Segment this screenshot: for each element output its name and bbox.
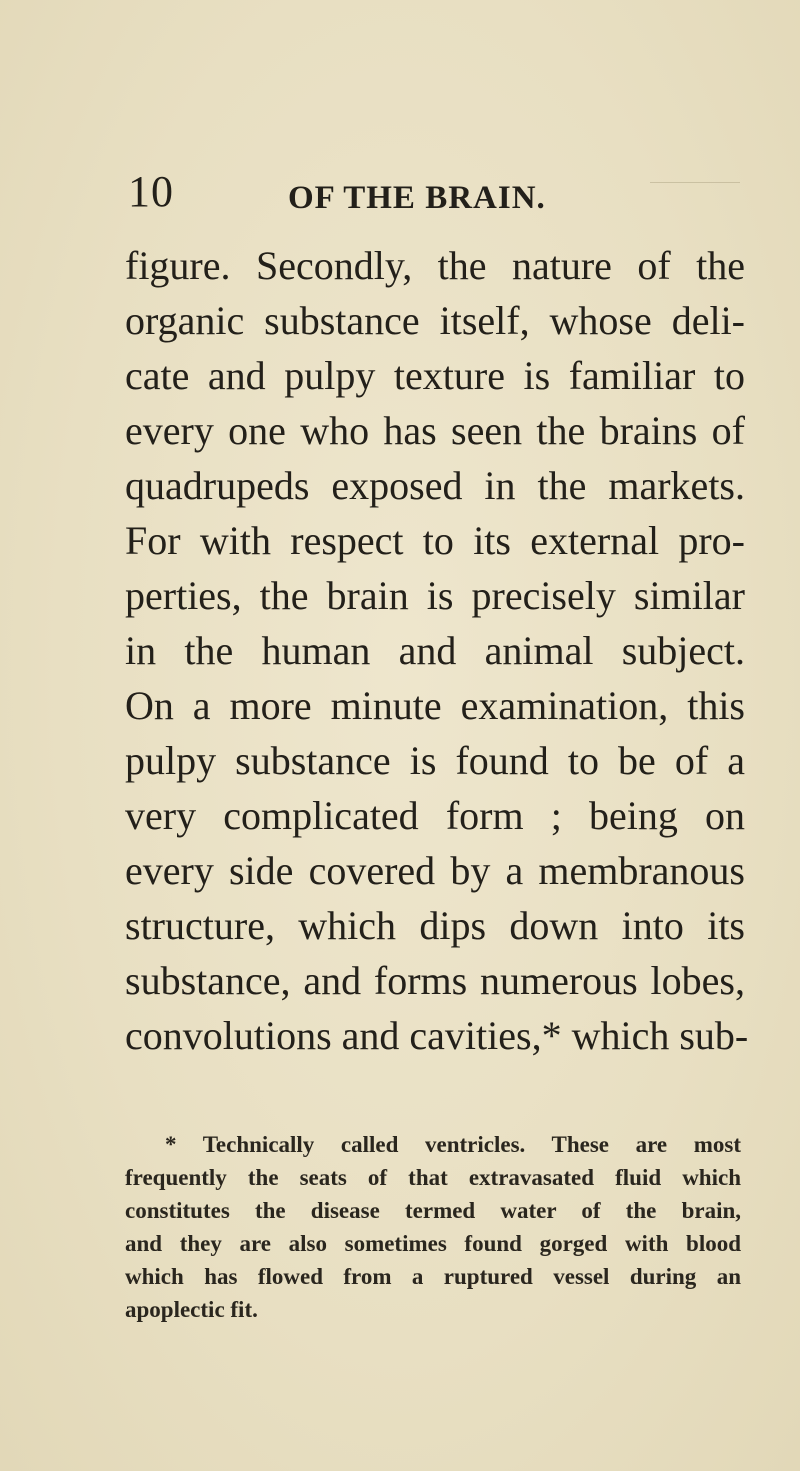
- text-line: structure, which dips down into its: [125, 903, 745, 948]
- text-line: every one who has seen the brains of: [125, 408, 745, 453]
- footnote: [125, 1128, 741, 1326]
- text-line: For with respect to its external pro-: [125, 518, 745, 563]
- text-line: pulpy substance is found to be of a: [125, 738, 745, 783]
- running-title: OF THE BRAIN.: [288, 180, 546, 216]
- text-line: substance, and forms numerous lobes,: [125, 958, 745, 1003]
- footnote-line: frequently the seats of that extravasated fluid which: [125, 1165, 741, 1190]
- text-line: perties, the brain is precisely similar: [125, 573, 745, 618]
- footnote-line: and they are also sometimes found gorged with blood: [125, 1231, 741, 1256]
- text-line: cate and pulpy texture is familiar to: [125, 353, 745, 398]
- main-text: [125, 238, 749, 1063]
- footnote-line: apoplectic fit.: [125, 1297, 258, 1322]
- footnote-line: constitutes the disease termed water of the brain,: [125, 1198, 741, 1223]
- text-line: figure. Secondly, the nature of the: [125, 243, 745, 288]
- page-edge-mark: [650, 182, 740, 183]
- text-line: convolutions and cavities,* which sub-: [125, 1013, 749, 1058]
- text-line: On a more minute examination, this: [125, 683, 745, 728]
- text-line: organic substance itself, whose deli-: [125, 298, 745, 343]
- text-line: very complicated form ; being on: [125, 793, 745, 838]
- text-line: quadrupeds exposed in the markets.: [125, 463, 745, 508]
- text-line: every side covered by a membranous: [125, 848, 745, 893]
- footnote-line: which has flowed from a ruptured vessel during an: [125, 1264, 741, 1289]
- text-line: in the human and animal subject.: [125, 628, 745, 673]
- footnote-line: * Technically called ventricles. These are most: [165, 1132, 741, 1157]
- page-number: 10: [128, 167, 174, 216]
